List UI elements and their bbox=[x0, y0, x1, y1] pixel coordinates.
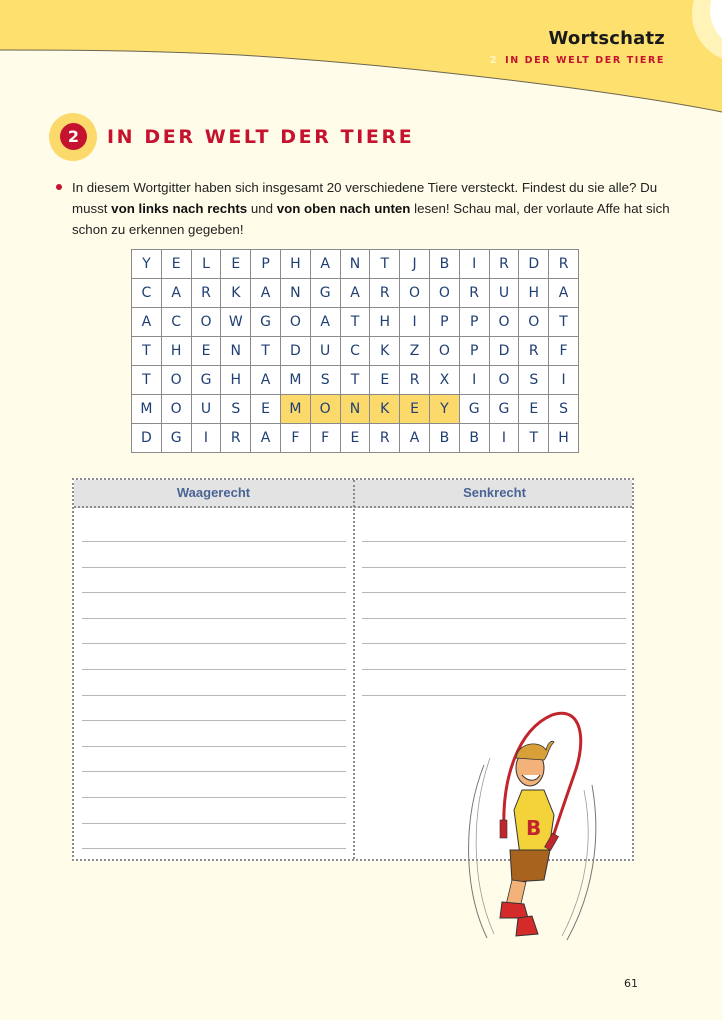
grid-cell[interactable]: D bbox=[489, 337, 519, 366]
grid-cell[interactable]: O bbox=[161, 395, 191, 424]
grid-cell[interactable]: K bbox=[370, 395, 400, 424]
svg-text:B: B bbox=[526, 816, 542, 840]
grid-cell[interactable]: S bbox=[221, 395, 251, 424]
grid-cell[interactable]: H bbox=[280, 250, 310, 279]
answer-line-vertical[interactable] bbox=[362, 567, 626, 568]
answer-line-horizontal[interactable] bbox=[82, 848, 346, 849]
grid-cell[interactable]: O bbox=[161, 366, 191, 395]
grid-cell[interactable]: M bbox=[280, 395, 310, 424]
grid-cell[interactable]: A bbox=[340, 279, 370, 308]
instructions-text bbox=[72, 177, 672, 240]
grid-cell[interactable]: O bbox=[429, 279, 459, 308]
grid-cell[interactable]: E bbox=[519, 395, 549, 424]
grid-cell[interactable]: S bbox=[519, 366, 549, 395]
grid-cell[interactable]: G bbox=[310, 279, 340, 308]
page-number: 61 bbox=[624, 977, 638, 990]
grid-cell[interactable]: R bbox=[191, 279, 221, 308]
grid-cell[interactable]: B bbox=[429, 424, 459, 453]
word-search-grid bbox=[131, 249, 579, 453]
grid-cell[interactable]: G bbox=[161, 424, 191, 453]
grid-cell[interactable]: N bbox=[340, 395, 370, 424]
grid-cell[interactable]: N bbox=[280, 279, 310, 308]
grid-cell[interactable]: M bbox=[132, 395, 162, 424]
grid-cell[interactable]: I bbox=[459, 250, 489, 279]
grid-cell[interactable]: H bbox=[221, 366, 251, 395]
grid-cell[interactable]: A bbox=[132, 308, 162, 337]
jump-rope-boy-illustration bbox=[462, 690, 602, 945]
instructions-part-2: und bbox=[247, 201, 277, 216]
grid-cell[interactable]: L bbox=[191, 250, 221, 279]
grid-cell[interactable]: T bbox=[340, 366, 370, 395]
answer-line-horizontal[interactable] bbox=[82, 643, 346, 644]
answer-line-horizontal[interactable] bbox=[82, 541, 346, 542]
grid-cell[interactable]: D bbox=[132, 424, 162, 453]
grid-cell[interactable]: U bbox=[191, 395, 221, 424]
grid-cell[interactable]: F bbox=[280, 424, 310, 453]
grid-cell[interactable]: A bbox=[549, 279, 579, 308]
grid-cell[interactable]: O bbox=[489, 366, 519, 395]
grid-cell[interactable]: P bbox=[459, 337, 489, 366]
grid-cell[interactable]: A bbox=[400, 424, 430, 453]
grid-cell[interactable]: R bbox=[370, 279, 400, 308]
answer-line-horizontal[interactable] bbox=[82, 771, 346, 772]
grid-cell[interactable]: H bbox=[161, 337, 191, 366]
grid-cell[interactable]: F bbox=[310, 424, 340, 453]
grid-row bbox=[132, 424, 579, 453]
grid-cell[interactable]: F bbox=[549, 337, 579, 366]
grid-cell[interactable]: J bbox=[400, 250, 430, 279]
chapter-subtitle bbox=[490, 55, 665, 66]
grid-cell[interactable]: T bbox=[519, 424, 549, 453]
grid-cell[interactable]: R bbox=[489, 250, 519, 279]
grid-cell[interactable]: E bbox=[400, 395, 430, 424]
instructions-part-1: In diesem Wortgitter haben sich insgesamt 20 verschiedene Tiere versteckt. Findest du sie alle? Du musst bbox=[72, 180, 658, 216]
answer-line-horizontal[interactable] bbox=[82, 695, 346, 696]
grid-cell[interactable]: R bbox=[549, 250, 579, 279]
grid-cell[interactable]: R bbox=[459, 279, 489, 308]
instructions-part-3: lesen! Schau mal, der vorlaute Affe hat sich schon zu erkennen gegeben! bbox=[72, 201, 670, 237]
grid-cell[interactable]: I bbox=[191, 424, 221, 453]
answer-line-vertical[interactable] bbox=[362, 618, 626, 619]
grid-cell[interactable]: P bbox=[251, 250, 281, 279]
grid-cell[interactable]: E bbox=[191, 337, 221, 366]
grid-cell[interactable]: W bbox=[221, 308, 251, 337]
answer-line-vertical[interactable] bbox=[362, 669, 626, 670]
grid-cell[interactable]: H bbox=[370, 308, 400, 337]
column-title-vertical: Senkrecht bbox=[463, 485, 526, 500]
grid-cell[interactable]: D bbox=[280, 337, 310, 366]
grid-cell[interactable]: O bbox=[400, 279, 430, 308]
grid-cell[interactable]: E bbox=[340, 424, 370, 453]
grid-cell[interactable]: G bbox=[459, 395, 489, 424]
grid-cell[interactable]: I bbox=[400, 308, 430, 337]
grid-cell[interactable]: B bbox=[429, 250, 459, 279]
grid-cell[interactable]: O bbox=[191, 308, 221, 337]
answer-line-horizontal[interactable] bbox=[82, 567, 346, 568]
grid-cell[interactable]: G bbox=[251, 308, 281, 337]
section-number-badge bbox=[49, 113, 97, 161]
instructions-bold-2: von oben nach unten bbox=[276, 201, 411, 216]
grid-cell[interactable]: T bbox=[132, 366, 162, 395]
grid-row bbox=[132, 279, 579, 308]
grid-cell[interactable]: C bbox=[161, 308, 191, 337]
answer-line-vertical[interactable] bbox=[362, 643, 626, 644]
grid-cell[interactable]: E bbox=[221, 250, 251, 279]
grid-row bbox=[132, 250, 579, 279]
answer-line-horizontal[interactable] bbox=[82, 592, 346, 593]
grid-cell[interactable]: D bbox=[519, 250, 549, 279]
chapter-subtitle-number: 2 bbox=[489, 55, 499, 66]
grid-cell[interactable]: H bbox=[519, 279, 549, 308]
grid-cell[interactable]: H bbox=[549, 424, 579, 453]
grid-cell[interactable]: O bbox=[280, 308, 310, 337]
grid-cell[interactable]: A bbox=[251, 366, 281, 395]
grid-cell[interactable]: T bbox=[251, 337, 281, 366]
grid-cell[interactable]: X bbox=[429, 366, 459, 395]
grid-cell[interactable]: Y bbox=[429, 395, 459, 424]
grid-cell[interactable]: E bbox=[251, 395, 281, 424]
chapter-subtitle-text: IN DER WELT DER TIERE bbox=[505, 55, 665, 66]
grid-cell[interactable]: O bbox=[489, 308, 519, 337]
answer-line-horizontal[interactable] bbox=[82, 720, 346, 721]
grid-cell[interactable]: U bbox=[310, 337, 340, 366]
grid-cell[interactable]: N bbox=[221, 337, 251, 366]
chapter-title: Wortschatz bbox=[548, 28, 665, 49]
grid-cell[interactable]: K bbox=[221, 279, 251, 308]
grid-cell[interactable]: I bbox=[549, 366, 579, 395]
grid-cell[interactable]: E bbox=[370, 366, 400, 395]
grid-cell[interactable]: R bbox=[400, 366, 430, 395]
grid-cell[interactable]: O bbox=[310, 395, 340, 424]
grid-cell[interactable]: C bbox=[132, 279, 162, 308]
grid-cell[interactable]: A bbox=[251, 424, 281, 453]
grid-cell[interactable]: C bbox=[340, 337, 370, 366]
answer-line-horizontal[interactable] bbox=[82, 669, 346, 670]
grid-row bbox=[132, 366, 579, 395]
grid-cell[interactable]: T bbox=[132, 337, 162, 366]
grid-cell[interactable]: M bbox=[280, 366, 310, 395]
grid-cell[interactable]: N bbox=[340, 250, 370, 279]
grid-cell[interactable]: O bbox=[429, 337, 459, 366]
answer-line-horizontal[interactable] bbox=[82, 797, 346, 798]
grid-cell[interactable]: K bbox=[370, 337, 400, 366]
instructions-bold-1: von links nach rechts bbox=[111, 201, 248, 216]
grid-cell[interactable]: A bbox=[310, 308, 340, 337]
grid-cell[interactable]: E bbox=[161, 250, 191, 279]
grid-cell[interactable]: O bbox=[519, 308, 549, 337]
answer-line-horizontal[interactable] bbox=[82, 618, 346, 619]
grid-cell[interactable]: U bbox=[489, 279, 519, 308]
section-number: 2 bbox=[60, 123, 87, 150]
grid-row bbox=[132, 337, 579, 366]
grid-cell[interactable]: T bbox=[549, 308, 579, 337]
grid-cell[interactable]: Y bbox=[132, 250, 162, 279]
grid-cell[interactable]: P bbox=[429, 308, 459, 337]
grid-cell[interactable]: T bbox=[370, 250, 400, 279]
grid-row bbox=[132, 395, 579, 424]
grid-cell[interactable]: A bbox=[310, 250, 340, 279]
answer-line-horizontal[interactable] bbox=[82, 746, 346, 747]
grid-cell[interactable]: I bbox=[459, 366, 489, 395]
grid-cell[interactable]: A bbox=[251, 279, 281, 308]
grid-cell[interactable]: S bbox=[549, 395, 579, 424]
answer-line-vertical[interactable] bbox=[362, 592, 626, 593]
answer-line-horizontal[interactable] bbox=[82, 823, 346, 824]
grid-cell[interactable]: R bbox=[519, 337, 549, 366]
grid-cell[interactable]: G bbox=[191, 366, 221, 395]
grid-cell[interactable]: I bbox=[489, 424, 519, 453]
grid-cell[interactable]: S bbox=[310, 366, 340, 395]
grid-cell[interactable]: B bbox=[459, 424, 489, 453]
grid-cell[interactable]: A bbox=[161, 279, 191, 308]
grid-cell[interactable]: R bbox=[221, 424, 251, 453]
section-title: IN DER WELT DER TIERE bbox=[107, 126, 415, 148]
grid-row bbox=[132, 308, 579, 337]
grid-cell[interactable]: Z bbox=[400, 337, 430, 366]
grid-cell[interactable]: P bbox=[459, 308, 489, 337]
grid-cell[interactable]: T bbox=[340, 308, 370, 337]
grid-cell[interactable]: G bbox=[489, 395, 519, 424]
grid-cell[interactable]: R bbox=[370, 424, 400, 453]
column-title-horizontal: Waagerecht bbox=[176, 485, 251, 500]
answer-table-divider bbox=[353, 480, 355, 859]
answer-line-vertical[interactable] bbox=[362, 541, 626, 542]
bullet-icon bbox=[56, 184, 62, 190]
